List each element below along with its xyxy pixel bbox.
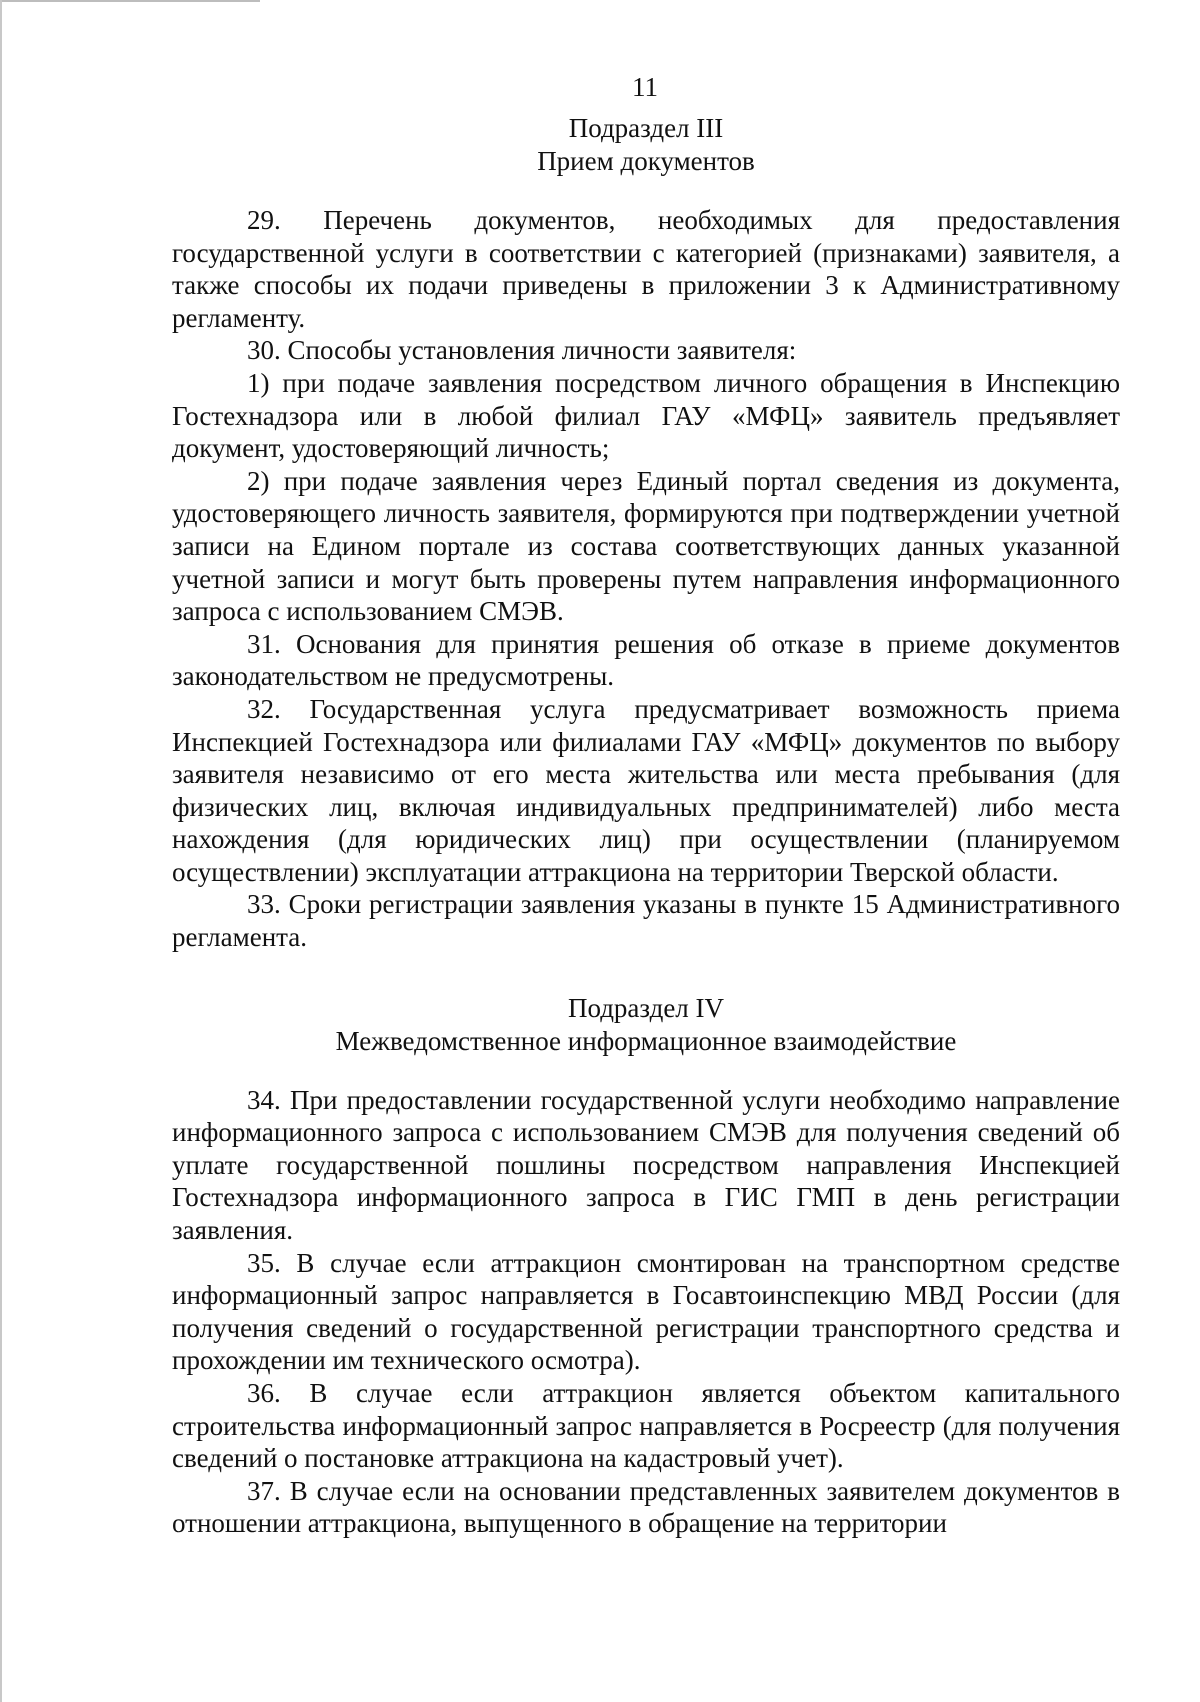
section-subtitle: Прием документов	[537, 146, 755, 176]
scan-edge-left	[0, 0, 2, 1702]
paragraph-29: 29. Перечень документов, необходимых для предоставления государственной услуги в соответствии с категорией (признаками) заявителя, а также способы их подачи приведены в приложении 3 к Административному регламенту.	[172, 205, 1120, 333]
paragraph-37: 37. В случае если на основании представленных заявителем документов в отношении аттракциона, выпущенного в обращение на территории	[172, 1475, 1120, 1539]
section-subtitle: Межведомственное информационное взаимодействие	[335, 1025, 957, 1056]
section-title: Подраздел III	[568, 113, 724, 143]
paragraph-35: 35. В случае если аттракцион смонтирован на транспортном средстве информационный запрос направляется в Госавтоинспекцию МВД России (для получения сведений о государственной регистрации транспортного средства и прохождении им технического осмотра).	[172, 1247, 1120, 1376]
paragraph-31: 31. Основания для принятия решения об отказе в приеме документов законодательством не предусмотрены.	[172, 628, 1120, 692]
paragraph-30: 30. Способы установления личности заявителя:	[247, 335, 797, 366]
paragraph-33: 33. Сроки регистрации заявления указаны в пункте 15 Административного регламента.	[172, 889, 1120, 953]
paragraph-34: 34. При предоставлении государственной услуги необходимо направление информационного запроса с использованием СМЭВ для получения сведений об уплате государственной пошлины посредством направления Инспекцией Гостехнадзора информационного запроса в ГИС ГМП в день регистрации заявления.	[172, 1084, 1120, 1246]
scan-edge-top	[0, 0, 260, 2]
section-title: Подраздел IV	[567, 992, 725, 1023]
paragraph-32: 32. Государственная услуга предусматривает возможность приема Инспекцией Гостехнадзора или филиалами ГАУ «МФЦ» документов по выбору заявителя независимо от его места жительства или места пребывания (для физических лиц, включая индивидуальных предпринимателей) либо места нахождения (для юридических лиц) при осуществлении (планируемом осуществлении) эксплуатации аттракциона на территории Тверской области.	[172, 693, 1120, 887]
paragraph-30-item-1: 1) при подаче заявления посредством личного обращения в Инспекцию Гостехнадзора или в любой филиал ГАУ «МФЦ» заявитель предъявляет документ, удостоверяющий личность;	[172, 367, 1120, 464]
paragraph-30-item-2: 2) при подаче заявления через Единый портал сведения из документа, удостоверяющего личность заявителя, формируются при подтверждении учетной записи на Едином портале из состава соответствующих данных указанной учетной записи и могут быть проверены путем направления информационного запроса с использованием СМЭВ.	[172, 465, 1120, 627]
document-body	[172, 112, 1120, 1540]
paragraph-36: 36. В случае если аттракцион является объектом капитального строительства информационный запрос направляется в Росреестр (для получения сведений о постановке аттракциона на кадастровый учет).	[172, 1378, 1120, 1474]
page-number: 11	[632, 72, 658, 102]
